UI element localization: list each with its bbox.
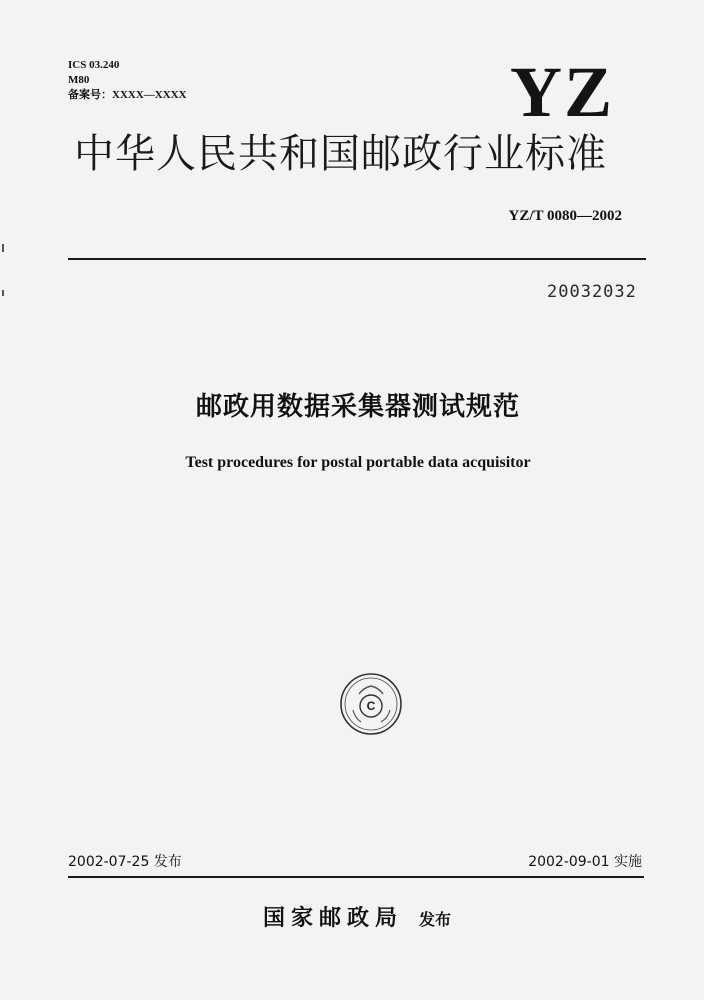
scan-edge-mark bbox=[2, 244, 4, 252]
document-title-english: Test procedures for postal portable data acquisitor bbox=[185, 454, 531, 471]
category-code: M80 bbox=[68, 74, 90, 86]
document-title-chinese: 邮政用数据采集器测试规范 bbox=[195, 392, 520, 422]
implementation-date: 2002-09-01 实施 bbox=[528, 854, 642, 870]
ics-code: ICS 03.240 bbox=[68, 59, 120, 71]
issue-date: 2002-07-25 发布 bbox=[68, 854, 182, 870]
publish-action: 发布 bbox=[419, 910, 452, 929]
publisher-line bbox=[0, 904, 704, 934]
library-seal-icon bbox=[339, 672, 403, 736]
standard-mark: YZ bbox=[510, 52, 615, 132]
standard-number: YZ/T 0080—2002 bbox=[508, 208, 622, 224]
scan-edge-mark bbox=[2, 290, 4, 296]
standard-title: 中华人民共和国邮政行业标准 bbox=[74, 131, 607, 177]
seal-letter: C bbox=[366, 699, 376, 713]
record-number: 备案号：XXXX—XXXX bbox=[68, 89, 187, 101]
classification-block bbox=[68, 58, 187, 103]
bottom-divider bbox=[68, 876, 644, 878]
stamped-number: 20032032 bbox=[547, 282, 637, 302]
publisher-name: 国家邮政局 bbox=[262, 905, 403, 931]
top-divider bbox=[68, 258, 646, 260]
